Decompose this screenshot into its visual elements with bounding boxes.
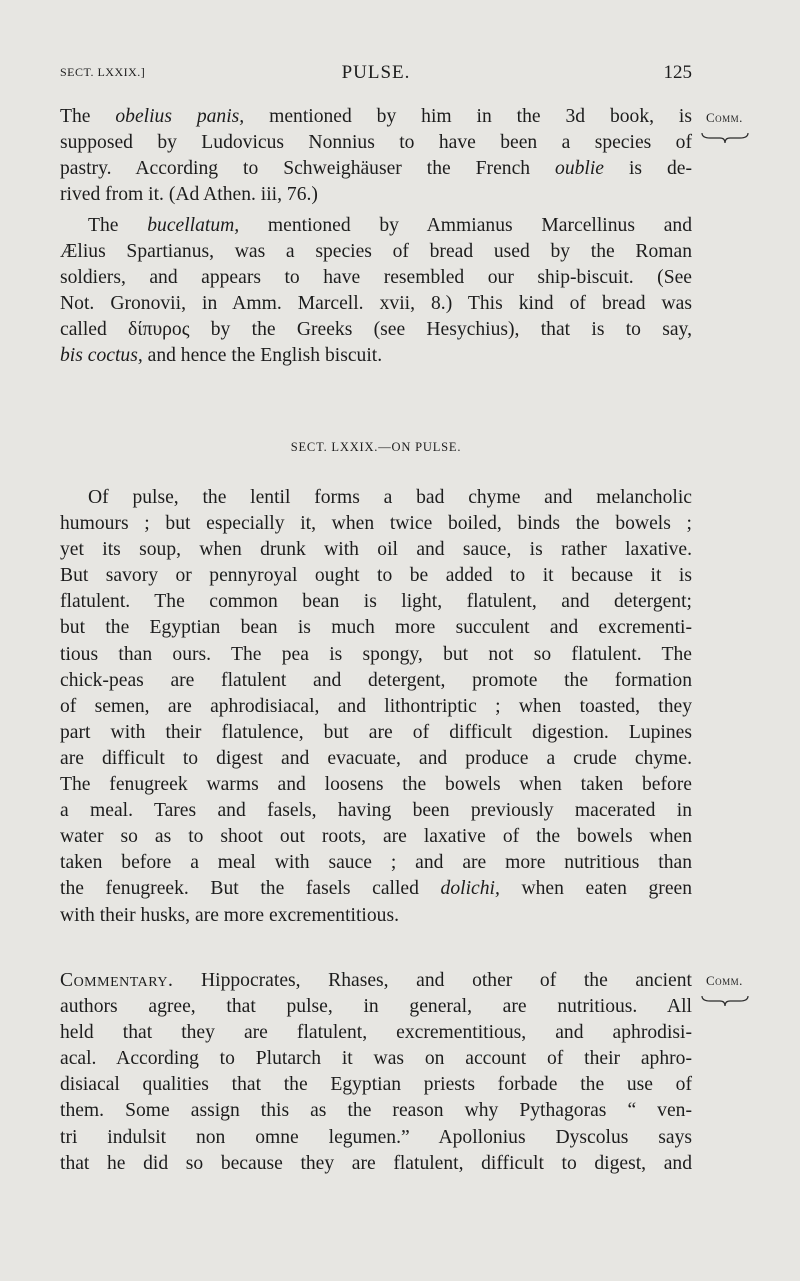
brace-icon <box>700 131 750 145</box>
text-line: are difficult to digest and evacuate, and produce a crude chyme. <box>60 747 692 769</box>
text-line: disiacal qualities that the Egyptian priests forbade the use of <box>60 1074 692 1096</box>
paragraph-bucellatum <box>60 213 692 370</box>
text-line: But savory or pennyroyal ought to be added to it because it is <box>60 565 692 587</box>
commentary-label: Commentary. <box>60 970 174 991</box>
text-line: part with their flatulence, but are of difficult digestion. Lupines <box>60 721 692 743</box>
text-line: tious than ours. The pea is spongy, but not so flatulent. The <box>60 643 692 665</box>
brace-icon <box>700 994 750 1008</box>
section-heading: SECT. LXXIX.—ON PULSE. <box>290 440 462 454</box>
text-line: bis coctus, and hence the English biscuit. <box>60 345 383 367</box>
text-line: acal. According to Plutarch it was on account of their aphro- <box>60 1048 692 1070</box>
text-line: chick-peas are flatulent and detergent, promote the formation <box>60 669 692 691</box>
margin-note-label: Comm. <box>706 973 743 988</box>
text-line: soldiers, and appears to have resembled our ship-biscuit. (See <box>60 267 692 289</box>
paragraph-commentary <box>60 968 692 1177</box>
margin-note-comm-bottom <box>706 973 743 989</box>
text-line: with their husks, are more excrementitious. <box>60 904 399 926</box>
text-line: Not. Gronovii, in Amm. Marcell. xvii, 8.) This kind of bread was <box>60 293 692 315</box>
text-line: tri indulsit non omne legumen.” Apollonius Dyscolus says <box>60 1126 692 1148</box>
text-line: flatulent. The common bean is light, flatulent, and detergent; <box>60 591 692 613</box>
greek-word: δίπυρος <box>128 319 190 341</box>
text-line: Commentary. Hippocrates, Rhases, and other of the ancient <box>60 970 692 991</box>
text-line: but the Egyptian bean is much more succulent and excrementi- <box>60 617 692 639</box>
page-number: 125 <box>663 62 692 83</box>
text-line: humours ; but especially it, when twice boiled, binds the bowels ; <box>60 513 692 535</box>
text-line: yet its soup, when drunk with oil and sauce, is rather laxative. <box>60 539 692 561</box>
text-line: The fenugreek warms and loosens the bowels when taken before <box>60 774 692 796</box>
text-line: the fenugreek. But the fasels called dolichi, when eaten green <box>60 878 693 900</box>
text-line: a meal. Tares and fasels, having been previously macerated in <box>60 800 692 822</box>
text-line: Ælius Spartianus, was a species of bread used by the Roman <box>60 241 692 263</box>
text-line: supposed by Ludovicus Nonnius to have been a species of <box>60 132 692 154</box>
paragraph-obelius <box>60 104 692 208</box>
text-line: Of pulse, the lentil forms a bad chyme and melancholic <box>88 487 692 508</box>
text-line: pastry. According to Schweighäuser the French oublie is de- <box>60 158 692 180</box>
paragraph-pulse <box>60 485 692 929</box>
margin-note-comm-top <box>706 110 743 126</box>
text-line: The bucellatum, mentioned by Ammianus Marcellinus and <box>88 215 692 236</box>
text-line: called δίπυρος by the Greeks (see Hesychius), that is to say, <box>60 319 692 341</box>
running-head <box>60 62 692 86</box>
text-line: water so as to shoot out roots, are laxative of the bowels when <box>60 826 692 848</box>
page-title: PULSE. <box>341 62 411 83</box>
text-line: held that they are flatulent, excrementitious, and aphrodisi- <box>60 1022 692 1044</box>
section-label: SECT. LXXIX.] <box>60 65 146 79</box>
text-line: of semen, are aphrodisiacal, and lithontriptic ; when toasted, they <box>60 695 692 717</box>
text-line: that he did so because they are flatulent, difficult to digest, and <box>60 1152 692 1174</box>
text-line: them. Some assign this as the reason why Pythagoras “ ven- <box>60 1100 692 1122</box>
text-line: authors agree, that pulse, in general, are nutritious. All <box>60 996 692 1018</box>
text-line: rived from it. (Ad Athen. iii, 76.) <box>60 184 318 206</box>
text-line: taken before a meal with sauce ; and are more nutritious than <box>60 852 692 874</box>
margin-note-label: Comm. <box>706 110 743 125</box>
text-line: The obelius panis, mentioned by him in the 3d book, is <box>60 106 692 127</box>
